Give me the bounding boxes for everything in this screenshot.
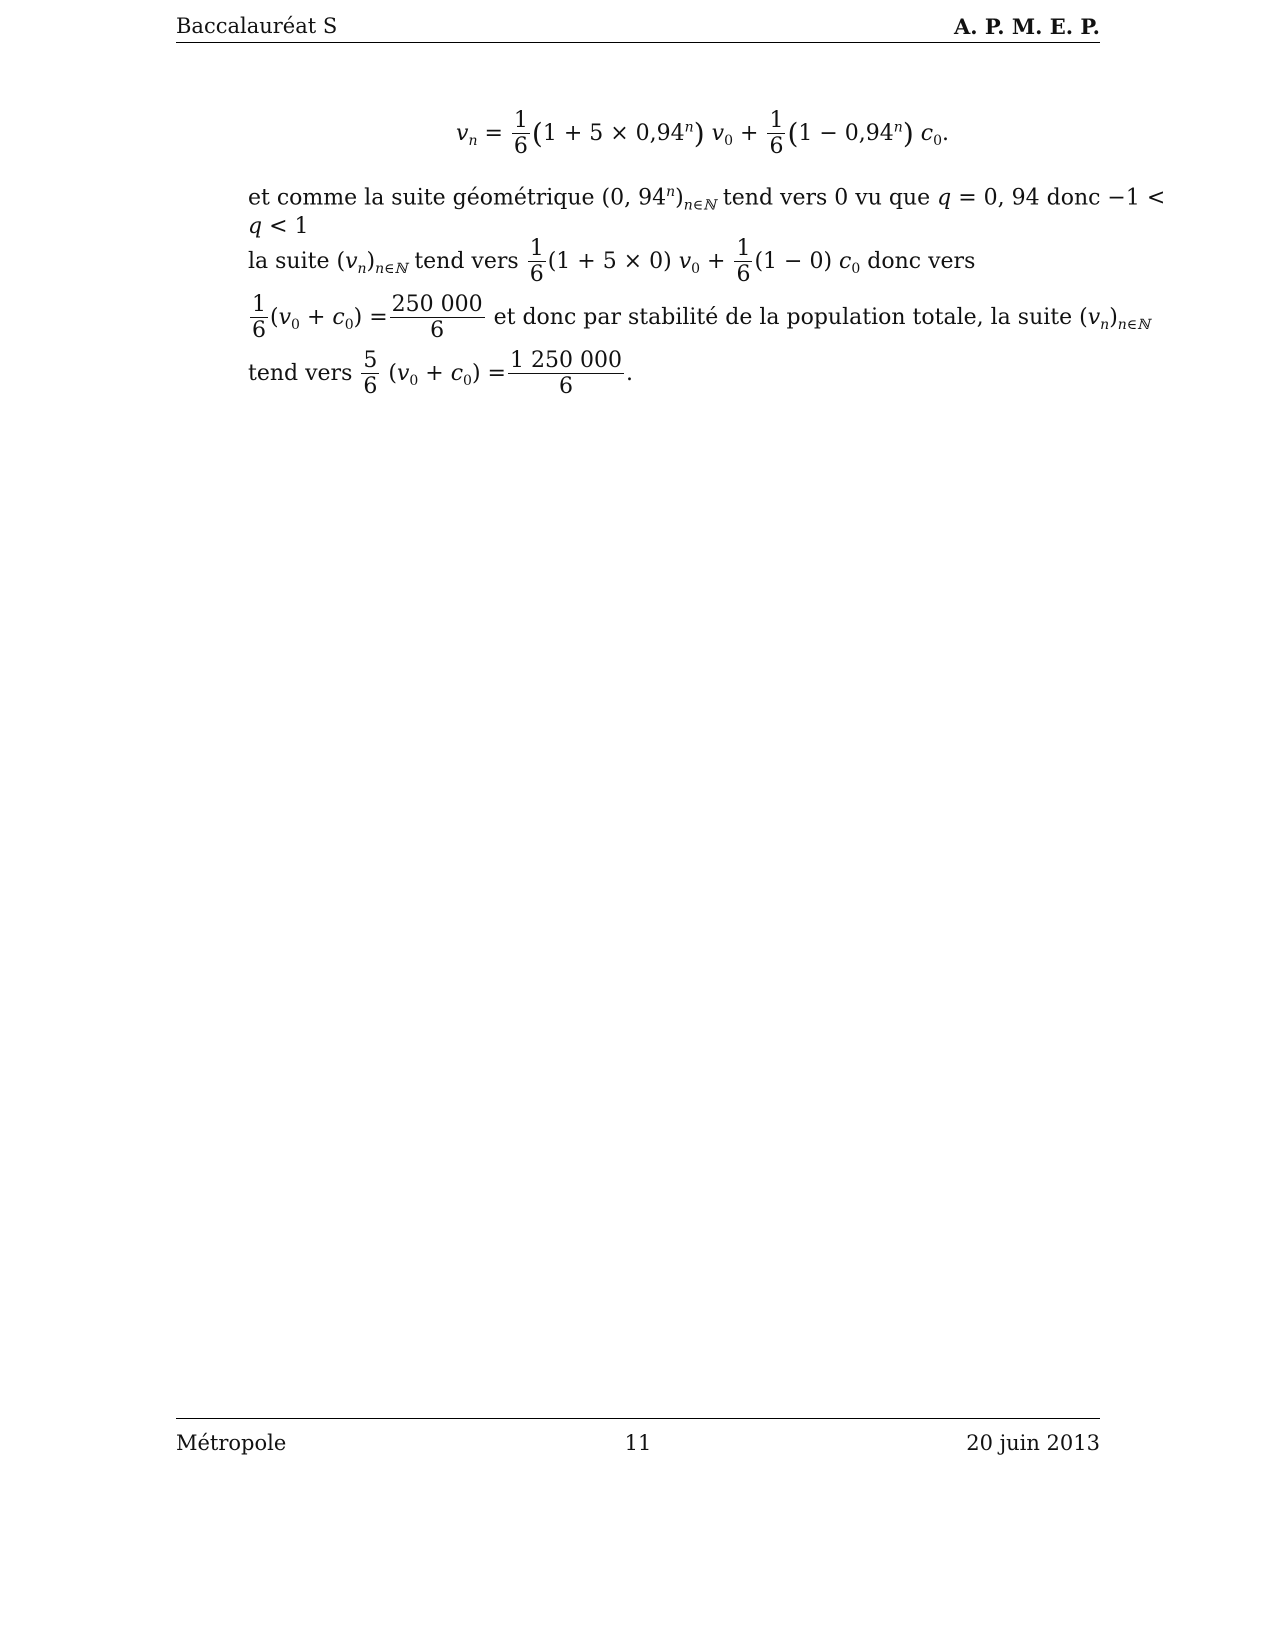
subscript: 0 [409, 373, 419, 390]
subscript: 0 [291, 317, 300, 334]
variable-c: c [839, 248, 852, 274]
fraction [767, 108, 785, 160]
variable-v: v [345, 248, 358, 274]
text-span: + [700, 248, 733, 274]
fraction [250, 292, 268, 344]
equation-vn [456, 108, 949, 160]
paren-close: ) [902, 116, 914, 150]
eq-c0-sub: 0 [933, 133, 942, 150]
text-span: ( [381, 360, 397, 386]
paren-open: ( [787, 116, 799, 150]
eq-term2: 1 − 0,94 [798, 120, 894, 146]
variable-v: v [396, 360, 410, 386]
fraction-num: 1 [513, 108, 528, 133]
eq-plus: + [740, 120, 759, 146]
variable-v: v [278, 304, 292, 330]
fraction [508, 348, 624, 400]
text-line [248, 236, 975, 288]
fraction-num: 250 000 [391, 292, 483, 317]
eq-v0: v [711, 120, 725, 146]
text-span: + [299, 304, 333, 330]
subscript: n∈ℕ [375, 261, 408, 278]
paren-open: ( [531, 116, 543, 150]
text-span: et comme la suite géométrique (0, 94 [248, 185, 667, 211]
fraction [734, 236, 752, 288]
text-span: < 1 [262, 214, 309, 239]
variable-q: q [248, 214, 263, 239]
fraction-num: 1 250 000 [509, 348, 622, 373]
exponent: n [666, 184, 676, 200]
text-span: ) [366, 248, 376, 274]
text-span: la suite ( [248, 248, 346, 274]
page-number: 11 [624, 1431, 652, 1455]
variable-v: v [1087, 304, 1101, 330]
fraction [528, 236, 546, 288]
fraction-den: 6 [363, 374, 378, 400]
text-span: (1 − 0) [754, 248, 840, 274]
eq-exp: n [684, 119, 694, 136]
fraction-den: 6 [513, 134, 528, 160]
paren-close: ) [693, 116, 705, 150]
text-span: ) = [353, 304, 388, 330]
eq-exp: n [893, 119, 903, 136]
text-span: + [418, 360, 451, 386]
fraction-num: 5 [363, 348, 378, 373]
text-span: (1 + 5 × 0) [547, 248, 679, 274]
eq-equals: = [484, 120, 503, 146]
text-span: . [625, 360, 633, 386]
text-span: et donc par stabilité de la population totale, la suite ( [486, 304, 1088, 330]
fraction-den: 6 [430, 318, 445, 344]
text-span: ) = [471, 360, 506, 386]
subscript: n∈ℕ [1117, 317, 1150, 334]
text-line [248, 184, 1166, 215]
subscript: n∈ℕ [683, 197, 716, 214]
text-span: = 0, 94 donc −1 < [951, 185, 1166, 211]
variable-q: q [937, 185, 952, 211]
subscript: n [1100, 317, 1110, 334]
fraction [512, 108, 530, 160]
text-span: tend vers 0 vu que [715, 185, 938, 211]
fraction-num: 1 [252, 292, 266, 317]
footer-date: 20 juin 2013 [966, 1431, 1100, 1455]
header-left-title: Baccalauréat S [176, 14, 338, 38]
variable-v: v [678, 248, 692, 274]
variable-c: c [450, 360, 464, 386]
variable-c: c [332, 304, 345, 330]
eq-term1: 1 + 5 × 0,94 [542, 120, 685, 146]
fraction-den: 6 [769, 134, 784, 160]
eq-lhs: v [456, 120, 469, 146]
fraction-num: 1 [736, 236, 751, 261]
text-span: donc vers [860, 248, 976, 274]
fraction-num: 1 [529, 236, 544, 261]
text-span: tend vers [248, 360, 360, 386]
text-line [248, 348, 633, 400]
fraction-den: 6 [252, 318, 266, 344]
subscript: 0 [691, 261, 701, 278]
fraction-num: 1 [769, 108, 784, 133]
eq-end: . [942, 120, 949, 146]
eq-c0: c [920, 120, 934, 146]
subscript: n [357, 261, 367, 278]
eq-v0-sub: 0 [724, 133, 733, 150]
page-footer [176, 1418, 1100, 1459]
subscript: 0 [851, 261, 861, 278]
text-span: ) [675, 185, 684, 211]
fraction [390, 292, 485, 344]
eq-lhs-sub: n [468, 133, 478, 150]
subscript: 0 [463, 373, 472, 390]
fraction-den: 6 [736, 262, 751, 288]
fraction-den: 6 [529, 262, 544, 288]
fraction-den: 6 [558, 374, 573, 400]
text-span: tend vers [407, 248, 526, 274]
text-span: ) [1109, 304, 1118, 330]
text-line [248, 292, 1150, 344]
header-right-title: A. P. M. E. P. [954, 14, 1100, 39]
text-span: ( [270, 304, 279, 330]
page-header [176, 10, 1100, 43]
fraction [361, 348, 379, 400]
footer-left: Métropole [176, 1431, 287, 1455]
subscript: 0 [344, 317, 354, 334]
